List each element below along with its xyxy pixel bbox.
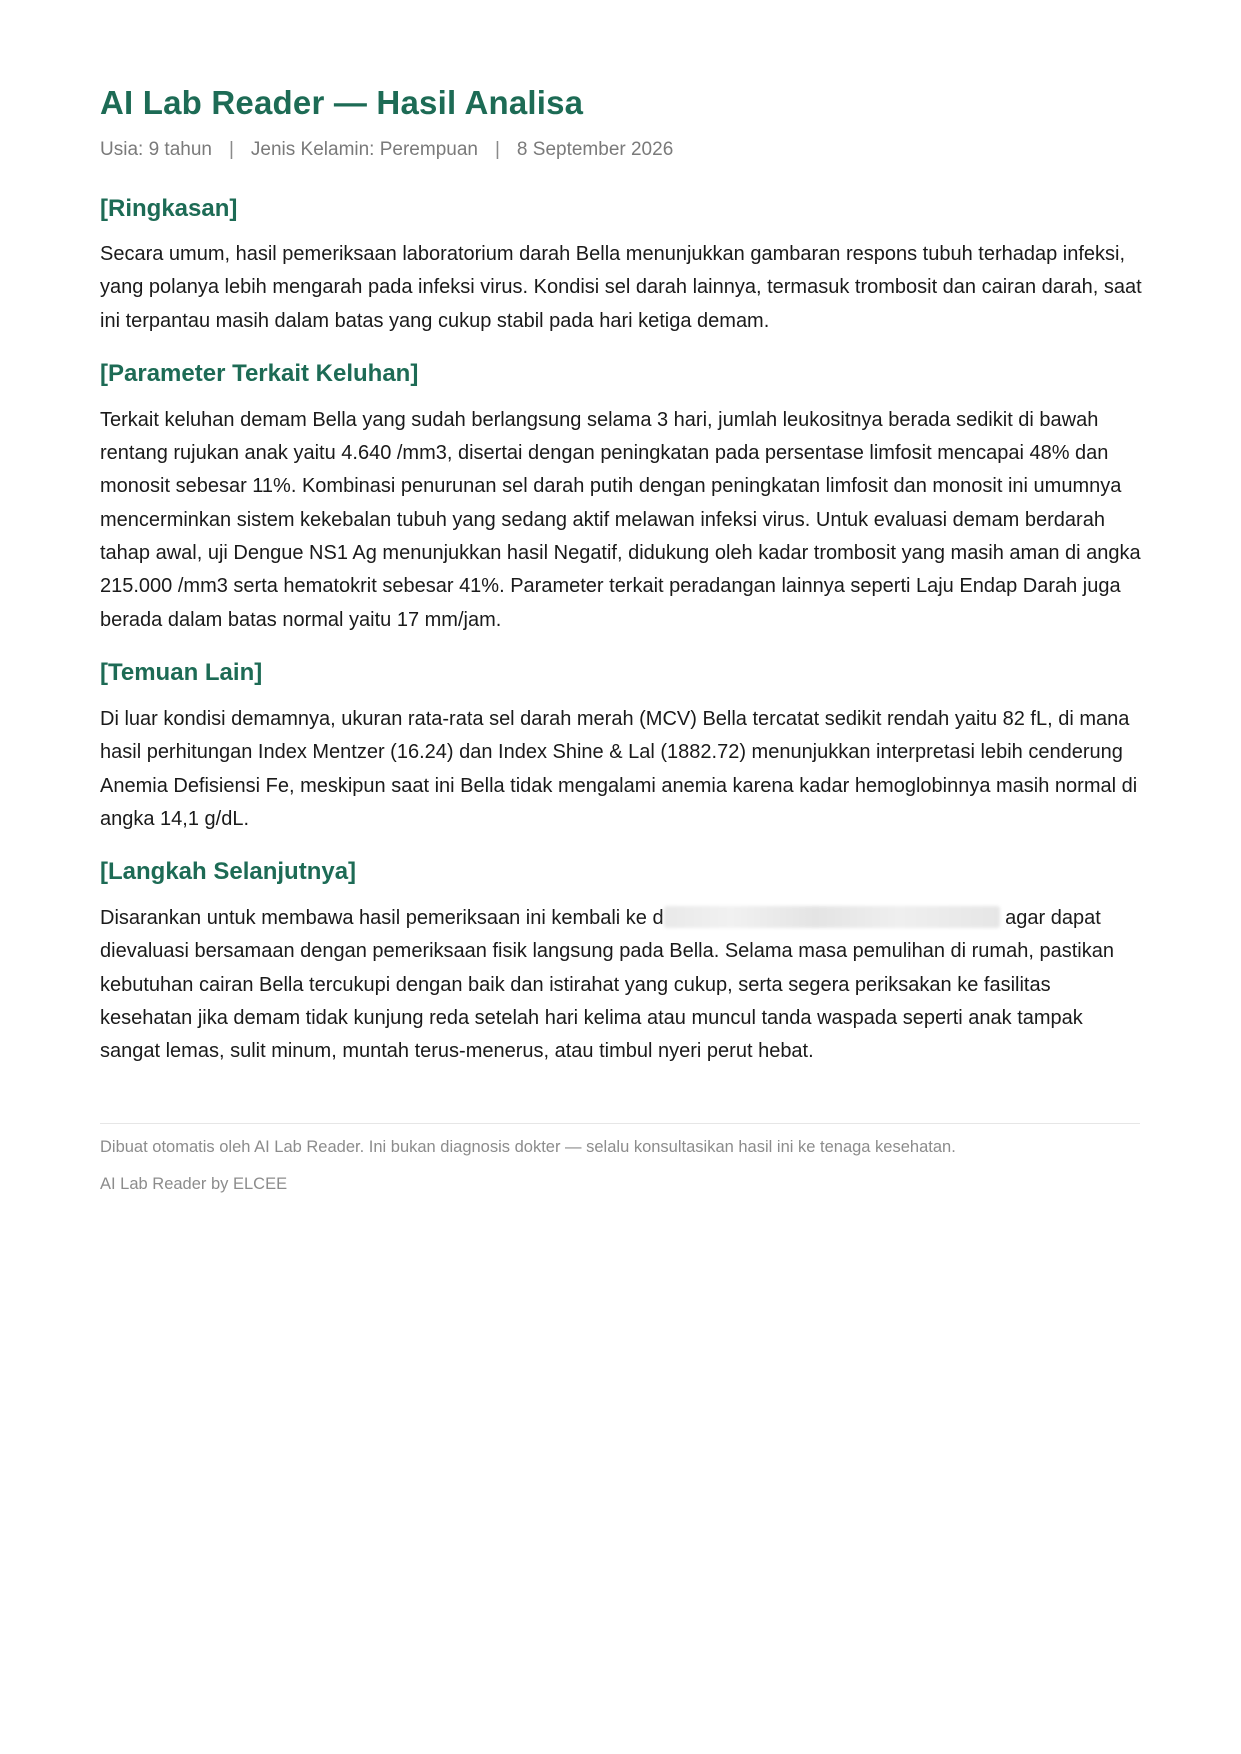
section-parameter (100, 358, 1145, 637)
footer-brand: AI Lab Reader by ELCEE (100, 1174, 288, 1193)
section-body: Terkait keluhan demam Bella yang sudah berlangsung selama 3 hari, jumlah leukositnya berada sedikit di bawah rentang rujukan anak yaitu 4.640 /mm3, disertai dengan peningkatan pada persentase limfosit mencapai 48% dan monosit sebesar 11%. Kombinasi penurunan sel darah putih dengan peningkatan limfosit dan monosit ini umumnya mencerminkan sistem kekebalan tubuh yang sedang aktif melawan infeksi virus. Untuk evaluasi demam berdarah tahap awal, uji Dengue NS1 Ag menunjukkan hasil Negatif, didukung oleh kadar trombosit yang masih aman di angka 215.000 /mm3 serta hematokrit sebesar 41%. Parameter terkait peradangan lainnya seperti Laju Endap Darah juga berada dalam batas normal yaitu 17 mm/jam. (100, 408, 1141, 631)
footer-disclaimer: Dibuat otomatis oleh AI Lab Reader. Ini bukan diagnosis dokter — selalu konsultasikan hasil ini ke tenaga kesehatan. (100, 1137, 956, 1156)
section-heading: [Langkah Selanjutnya] (100, 858, 357, 886)
section-body: Secara umum, hasil pemeriksaan laboratorium darah Bella menunjukkan gambaran respons tubuh terhadap infeksi, yang polanya lebih mengarah pada infeksi virus. Kondisi sel darah lainnya, termasuk trombosit dan cairan darah, saat ini terpantau masih dalam batas yang cukup stabil pada hari ketiga demam. (100, 243, 1142, 332)
section-body (100, 902, 1145, 1068)
footer-divider (100, 1123, 1140, 1124)
redacted-text (664, 906, 1000, 928)
patient-age: Usia: 9 tahun (100, 139, 212, 160)
report-date: 8 September 2026 (516, 139, 674, 160)
section-heading: [Temuan Lain] (100, 658, 263, 686)
patient-meta (100, 137, 1145, 163)
meta-separator: | (494, 139, 500, 160)
section-ringkasan (100, 193, 1145, 338)
report-title: AI Lab Reader — Hasil Analisa (100, 84, 584, 121)
patient-gender: Jenis Kelamin: Perempuan (250, 139, 478, 160)
meta-separator: | (228, 139, 234, 160)
section-temuan-lain (100, 657, 1145, 836)
section-body: Di luar kondisi demamnya, ukuran rata-rata sel darah merah (MCV) Bella tercatat sedikit rendah yaitu 82 fL, di mana hasil perhitungan Index Mentzer (16.24) dan Index Shine & Lal (1882.72) menunjukkan interpretasi lebih cenderung Anemia Defisiensi Fe, meskipun saat ini Bella tidak mengalami anemia karena kadar hemoglobinnya masih normal di angka 14,1 g/dL. (100, 707, 1138, 830)
section-body-text: Disarankan untuk membawa hasil pemeriksaan ini kembali ke d (100, 907, 664, 930)
section-heading: [Parameter Terkait Keluhan] (100, 359, 419, 387)
section-langkah-selanjutnya (100, 856, 1145, 1068)
section-heading: [Ringkasan] (100, 195, 238, 222)
report-page (100, 78, 1145, 1195)
section-body-text: agar dapat dievaluasi bersamaan dengan pemeriksaan fisik langsung pada Bella. Selama masa pemulihan di rumah, pastikan kebutuhan cairan Bella tercukupi dengan baik dan istirahat yang cukup, serta segera periksakan ke fasilitas kesehatan jika demam tidak kunjung reda setelah hari kelima atau muncul tanda waspada seperti anak tampak sangat lemas, sulit minum, muntah terus-menerus, atau timbul nyeri perut hebat. (100, 907, 1114, 1063)
